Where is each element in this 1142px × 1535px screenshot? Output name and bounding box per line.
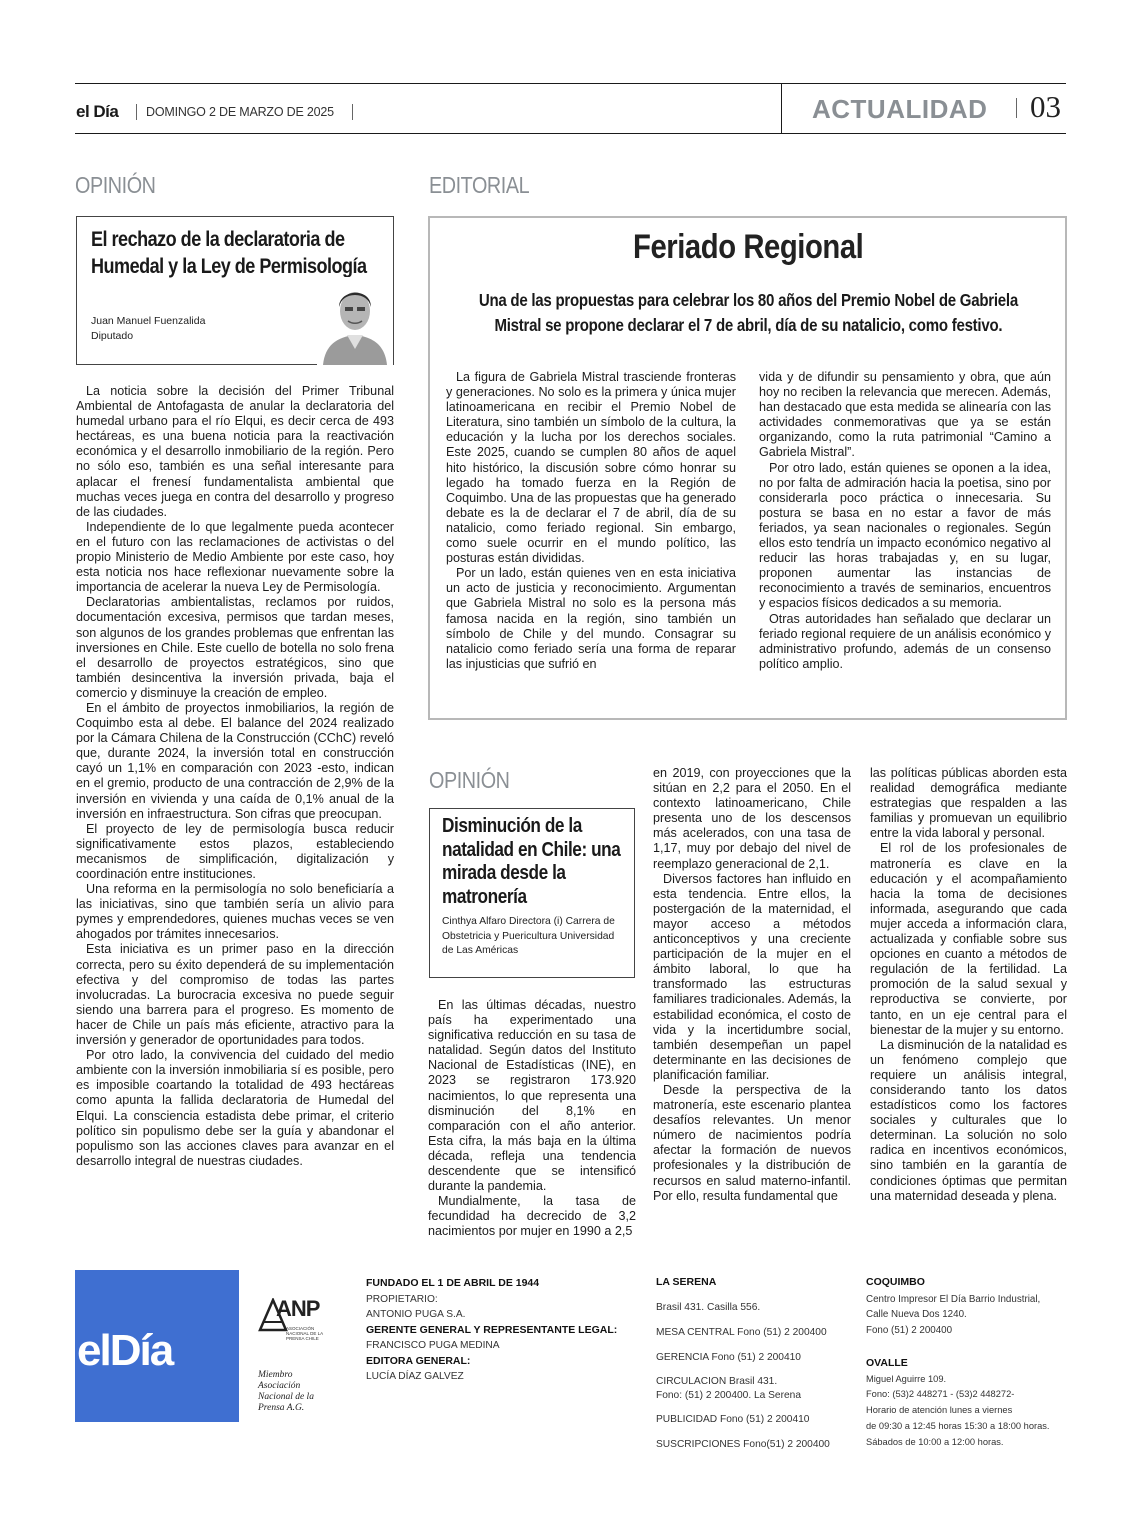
header-sep-3 — [1016, 98, 1017, 118]
la-serena-line: SUSCRIPCIONES Fono(51) 2 200400 — [656, 1439, 830, 1450]
header-sep-2 — [352, 104, 353, 120]
opinion2-paragraph: las políticas públicas aborden esta realidad demográfica mediante estrategias que respalden a las familias y promuevan un equilibrio entre la vida laboral y personal. — [870, 766, 1067, 841]
opinion2-section-label: OPINIÓN — [429, 767, 510, 793]
opinion1-title: El rechazo de la declaratoria de Humedal y la Ley de Permisología — [91, 228, 367, 278]
masthead-owner-label: PROPIETARIO: — [366, 1293, 438, 1305]
la-serena-line: PUBLICIDAD Fono (51) 2 200410 — [656, 1414, 810, 1425]
editorial-section-label: EDITORIAL — [429, 172, 530, 198]
opinion2-paragraph: En las últimas décadas, nuestro país ha experimentado una significativa reducción en su tasa de natalidad. Según datos del Instituto Nacional de Estadísticas (INE), en 2023 se registraron 173.920 nacimientos, lo que representa una disminución del 8,1% en comparación con el año anterior. Esta cifra, la más baja en la última década, refleja una tendencia descendente que se intensificó durante la pandemia. — [428, 998, 636, 1194]
masthead-owner: ANTONIO PUGA S.A. — [366, 1309, 466, 1320]
opinion2-paragraph: Mundialmente, la tasa de fecundidad ha decrecido de 3,2 nacimientos por mujer en 1990 a 2,5 — [428, 1194, 636, 1239]
opinion1-paragraph: Declaratorias ambientalistas, reclamos por ruidos, documentación excesiva, permisos que tardan meses, son algunos de los grandes problemas que enfrentan las inversiones en Chile. Este cuello de botella no solo frena el desarrollo de proyectos estratégicos, sino que también desincentiva la inversión privada, baja el comercio y disminuye la creación de empleo. — [76, 595, 394, 700]
opinion1-paragraph: La noticia sobre la decisión del Primer Tribunal Ambiental de Antofagasta de anular la declaratoria del humedal urbano para el río Elqui, es decir cerca de 493 hectáreas, es una buena noticia para la reactivación económica y el desarrollo inmobiliario de la región. Pero no sólo eso, también es una señal interesante para aplacar el frenesí fundamentalista ambiental que muchas veces juega en contra del desarrollo y progreso de las ciudades. — [76, 384, 394, 519]
ovalle-line: Fono: (53)2 448271 - (53)2 448272- — [866, 1389, 1015, 1399]
opinion1-paragraph: Independiente de lo que legalmente pueda acontecer en el futuro con las reclamaciones de activistas o del propio Ministerio de Medio Ambiente por este caso, hoy esta noticia nos hace reflexionar nuevamente sobre la importancia de acelerar la nueva Ley de Permisología. — [76, 519, 394, 595]
editorial-paragraph: Por un lado, están quienes ven en esta iniciativa un acto de justicia y reconocimiento. Argumentan que Gabriela Mistral no solo es la persona más famosa nacida en la región, sino también un símbolo de Chile y del mundo. Consagrar su natalicio como feriado sería una forma de reparar las injusticias que sufrió en — [446, 566, 736, 671]
opinion2-col3 — [870, 766, 1067, 1204]
opinion2-title: Disminución de la natalidad en Chile: una mirada desde la matronería — [442, 815, 621, 908]
opinion2-col2 — [653, 766, 851, 1204]
la-serena-line: MESA CENTRAL Fono (51) 2 200400 — [656, 1327, 827, 1338]
opinion1-paragraph: Esta iniciativa es un primer paso en la dirección correcta, pero su éxito dependerá de su implementación efectiva y del compromiso de todas las partes involucradas. La burocracia excesiva no puede seguir siendo una barrera para el progreso. Es momento de hacer de Chile un país más eficiente, atractivo para la inversión y generador de oportunidades para todos. — [76, 942, 394, 1048]
opinion-section-label: OPINIÓN — [75, 172, 156, 198]
anp-member-note: Miembro Asociación Nacional de la Prensa A.G. — [258, 1370, 314, 1413]
masthead-manager-label: GERENTE GENERAL Y REPRESENTANTE LEGAL: — [366, 1323, 618, 1336]
header-sep-1 — [136, 104, 137, 120]
anp-logo — [258, 1296, 332, 1356]
header-section-divider — [781, 84, 782, 133]
editorial-title: Feriado Regional — [633, 228, 864, 266]
coquimbo-line: Centro Impresor El Día Barrio Industrial, — [866, 1294, 1041, 1305]
editorial-paragraph: vida y de difundir su pensamiento y obra, que aún hoy no reciben la relevancia que merecen. Además, han destacado que esta medida se alinearía con las actividades conmemorativas que ya se están organizando, como la ruta patrimonial “Camino a Gabriela Mistral”. — [759, 370, 1051, 460]
opinion2-paragraph: El rol de los profesionales de matronería es clave en la educación y el acompañamiento hacia la toma de decisiones informada, asegurando que cada mujer acceda a información clara, actualizada y confiable sobre sus opciones en cuanto a métodos de regulación de la fertilidad. La promoción de la salud sexual y reproductiva se convierte, por tanto, en un eje central para el bienestar de la mujer y su entorno. — [870, 841, 1067, 1037]
ovalle-line: Sábados de 10:00 a 12:00 horas. — [866, 1437, 1004, 1447]
opinion2-author: Cinthya Alfaro Directora (i) Carrera de Obstetricia y Puericultura Universidad de Las Américas — [442, 916, 615, 956]
masthead-founded: FUNDADO EL 1 DE ABRIL DE 1944 — [366, 1277, 540, 1289]
masthead-editor: LUCÍA DÍAZ GALVEZ — [366, 1371, 464, 1382]
ovalle-title: OVALLE — [866, 1357, 908, 1369]
header-top-rule — [75, 83, 1066, 84]
editorial-paragraph: Por otro lado, están quienes se oponen a la idea, no por falta de admiración hacia la poetisa, sino por considerarla poco práctica o innecesaria. Su postura se basa en no estar a favor de más feriados, ya sean nacionales o regionales. Según ellos esto tendría un impacto económico negativo al reducir las horas trabajadas y, en su lugar, proponen aumentar las instancias de reconocimiento a través de seminarios, encuentros y espacios físicos dedicados a su memoria. — [759, 460, 1051, 611]
opinion2-title-box — [429, 808, 635, 978]
opinion1-paragraph: Una reforma en la permisología no solo beneficiaría a las iniciativas, sino que también sería un alivio para pymes y emprendedores, quienes muchas veces se ven ahogados por trámites innecesarios. — [76, 882, 394, 942]
opinion1-paragraph: En el ámbito de proyectos inmobiliarios, la región de Coquimbo esta al debe. El balance del 2024 realizado por la Cámara Chilena de la Construcción (CChC) reveló que, durante 2024, la inversión total en construcción cayó un 1,1% en comparación con 2023 -esto, indican en el gremio, producto de una contracción de 2,9% de la inversión en vivienda y una caída de 0,1% anual de la inversión en infraestructura. Son cifras que preocupan. — [76, 700, 394, 821]
ovalle-line: Miguel Aguirre 109. — [866, 1374, 947, 1384]
eldia-logo: elDía — [77, 1326, 173, 1375]
la-serena-line: Fono: (51) 2 200400. La Serena — [656, 1390, 801, 1401]
eldia-logo-box — [75, 1270, 239, 1422]
opinion1-author: Juan Manuel Fuenzalida — [91, 315, 206, 327]
coquimbo-title: COQUIMBO — [866, 1276, 925, 1288]
opinion1-role: Diputado — [91, 330, 134, 342]
la-serena-line: GERENCIA Fono (51) 2 200410 — [656, 1352, 801, 1363]
coquimbo-line: Fono (51) 2 200400 — [866, 1325, 953, 1336]
editorial-box — [428, 216, 1067, 720]
coquimbo-ovalle-info — [866, 1276, 1066, 1447]
editorial-col1 — [446, 370, 736, 672]
anp-logo-subtext: ASOCIACIÓN NACIONAL DE LA PRENSA CHILE — [286, 1326, 323, 1341]
editorial-col2 — [759, 370, 1051, 672]
masthead-info — [366, 1276, 626, 1385]
masthead-manager: FRANCISCO PUGA MEDINA — [366, 1340, 500, 1351]
masthead-editor-label: EDITORA GENERAL: — [366, 1354, 471, 1367]
author-portrait — [317, 277, 393, 365]
la-serena-title: LA SERENA — [656, 1276, 717, 1288]
opinion1-body — [76, 384, 394, 1169]
anp-logo-text: ANP — [276, 1296, 320, 1321]
opinion2-paragraph: en 2019, con proyecciones que la sitúan en 2,2 para el 2050. En el contexto latinoamericano, Chile presenta uno de los descensos más acelerados, con una tasa de 1,17, muy por debajo del nivel de reemplazo generacional de 2,1. — [653, 766, 851, 871]
opinion1-paragraph: El proyecto de ley de permisología busca reducir significativamente estos plazos, estableciendo mecanismos de simplificación, digitalización y coordinación entre instituciones. — [76, 821, 394, 881]
editorial-lead: Una de las propuestas para celebrar los 80 años del Premio Nobel de Gabriela Mistral se propone declarar el 7 de abril, día de su natalicio, como festivo. — [478, 290, 1018, 335]
opinion2-paragraph: La disminución de la natalidad es un fenómeno complejo que requiere un análisis integral, considerando tanto los datos estadísticos como los factores sociales y culturales que lo determinan. La solución no solo radica en incentivos económicos, sino también en la garantía de condiciones óptimas que permitan una maternidad deseada y plena. — [870, 1037, 1067, 1203]
header-bottom-rule — [75, 133, 1066, 134]
editorial-paragraph: La figura de Gabriela Mistral trasciende fronteras y generaciones. No solo es la primera y única mujer latinoamericana en recibir el Premio Nobel de Literatura, sino también un símbolo de la cultura, la educación y la lucha por los derechos sociales. Este 2025, cuando se cumplen 80 años de aquel hito histórico, la discusión sobre cómo honrar su legado ha tomado fuerza en la Región de Coquimbo. Una de las propuestas que ha generado debate es la de declarar el 7 de abril, día de su natalicio, como feriado regional. Sin embargo, como suele ocurrir en el mundo político, las posturas están divididas. — [446, 370, 736, 566]
opinion1-title-box — [76, 216, 394, 365]
page-number: 03 — [1030, 89, 1061, 124]
la-serena-line: Brasil 431. Casilla 556. — [656, 1302, 761, 1313]
la-serena-line: CIRCULACION Brasil 431. — [656, 1376, 778, 1387]
header-section: ACTUALIDAD — [812, 94, 988, 124]
la-serena-info — [656, 1276, 856, 1450]
header-brand: el Día — [76, 102, 119, 121]
opinion2-paragraph: Desde la perspectiva de la matronería, este escenario plantea desafíos relevantes. Un menor número de nacimientos podría afectar la formación de nuevos profesionales y la distribución de recursos en salud materno-infantil. Por ello, resulta fundamental que — [653, 1082, 851, 1203]
opinion2-paragraph: Diversos factores han influido en esta tendencia. Entre ellos, la postergación de la maternidad, el mayor acceso a métodos anticonceptivos y una creciente participación de la mujer en el ámbito laboral, lo que ha transformado las estructuras familiares tradicionales. Además, la estabilidad económica, el costo de vida y la incertidumbre social, también desempeñan un papel determinante en las decisiones de planificación familiar. — [653, 871, 851, 1082]
coquimbo-line: Calle Nueva Dos 1240. — [866, 1309, 967, 1320]
ovalle-line: Horario de atención lunes a viernes — [866, 1405, 1013, 1415]
opinion2-col1 — [428, 998, 636, 1240]
ovalle-line: de 09:30 a 12:45 horas 15:30 a 18:00 horas. — [866, 1421, 1050, 1431]
editorial-paragraph: Otras autoridades han señalado que declarar un feriado regional requiere de un análisis económico y administrativo profundo, además de un consenso político amplio. — [759, 611, 1051, 671]
header-date: DOMINGO 2 DE MARZO DE 2025 — [146, 105, 334, 119]
opinion1-paragraph: Por otro lado, la convivencia del cuidado del medio ambiente con la inversión inmobiliaria sí es posible, pero es imposible coartando la totalidad de 493 hectáreas como apunta la fallida declaratoria de Humedal del Elqui. La consciencia estadista debe primar, el criterio político sin populismo debe ser la guía y abandonar el populismo son las acciones claves para avanzar en el desarrollo integral de nuestras ciudades. — [76, 1048, 394, 1168]
